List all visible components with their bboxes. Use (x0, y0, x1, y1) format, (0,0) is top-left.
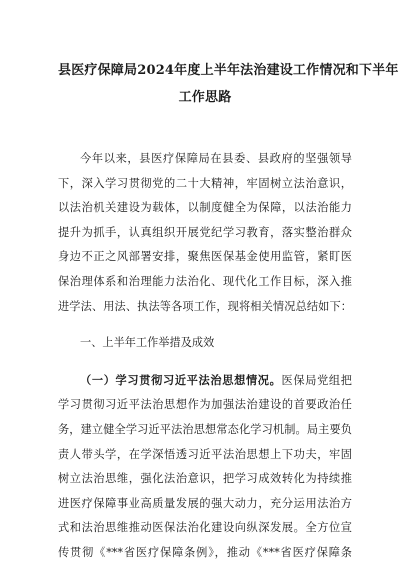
subsection-line: 务，建立健全学习近平法治思想常态化学习机制。局主要负 (58, 422, 352, 436)
subsection-first-line (58, 368, 352, 394)
subsection-line: 责人带头学，在学深悟透习近平法治思想上下功夫，牢固 (58, 447, 352, 461)
intro-line: 保治理体系和治理能力法治化、现代化工作目标，深入推 (58, 274, 352, 288)
intro-line: 以法治机关建设为载体，以制度健全为保障，以法治能力 (58, 201, 352, 215)
title-line-1: 县医疗保障局2024年度上半年法治建设工作情况和下半年 (58, 63, 399, 78)
document-title (58, 0, 399, 111)
intro-line: 下，深入学习贯彻党的二十大精神，牢固树立法治意识， (58, 176, 352, 190)
intro-paragraph (58, 147, 352, 319)
subsection-paragraph (58, 368, 352, 566)
section-heading: 一、上半年工作举措及成效 (80, 336, 215, 350)
subsection-lead: （一）学习贯彻习近平法治思想情况。 (80, 372, 282, 387)
subsection-line: 传贯彻《***省医疗保障条例》，推动《***省医疗保障条 (58, 545, 352, 559)
subsection-line: 树立法治思维，强化法治意识，把学习成效转化为持续推 (58, 472, 352, 486)
title-line-2: 工作思路 (178, 90, 232, 105)
intro-line: 今年以来，县医疗保障局在县委、县政府的坚强领导 (80, 152, 352, 165)
intro-line: 身边不正之风部署安排，聚焦医保基金使用监管，紧盯医 (58, 250, 352, 264)
intro-line: 进学法、用法、执法等各项工作，现将相关情况总结如下： (58, 299, 352, 313)
subsection-first-line-rest: 医保局党组把 (281, 373, 352, 387)
subsection-line: 学习贯彻习近平法治思想作为加强法治建设的首要政治任 (58, 398, 352, 412)
subsection-line: 式和法治思维推动医保法治化建设向纵深发展。全方位宣 (58, 521, 352, 535)
subsection-line: 进医疗保障事业高质量发展的强大动力，充分运用法治方 (58, 496, 352, 510)
intro-line: 提升为抓手，认真组织开展党纪学习教育，落实整治群众 (58, 225, 352, 239)
document-body (58, 147, 352, 566)
